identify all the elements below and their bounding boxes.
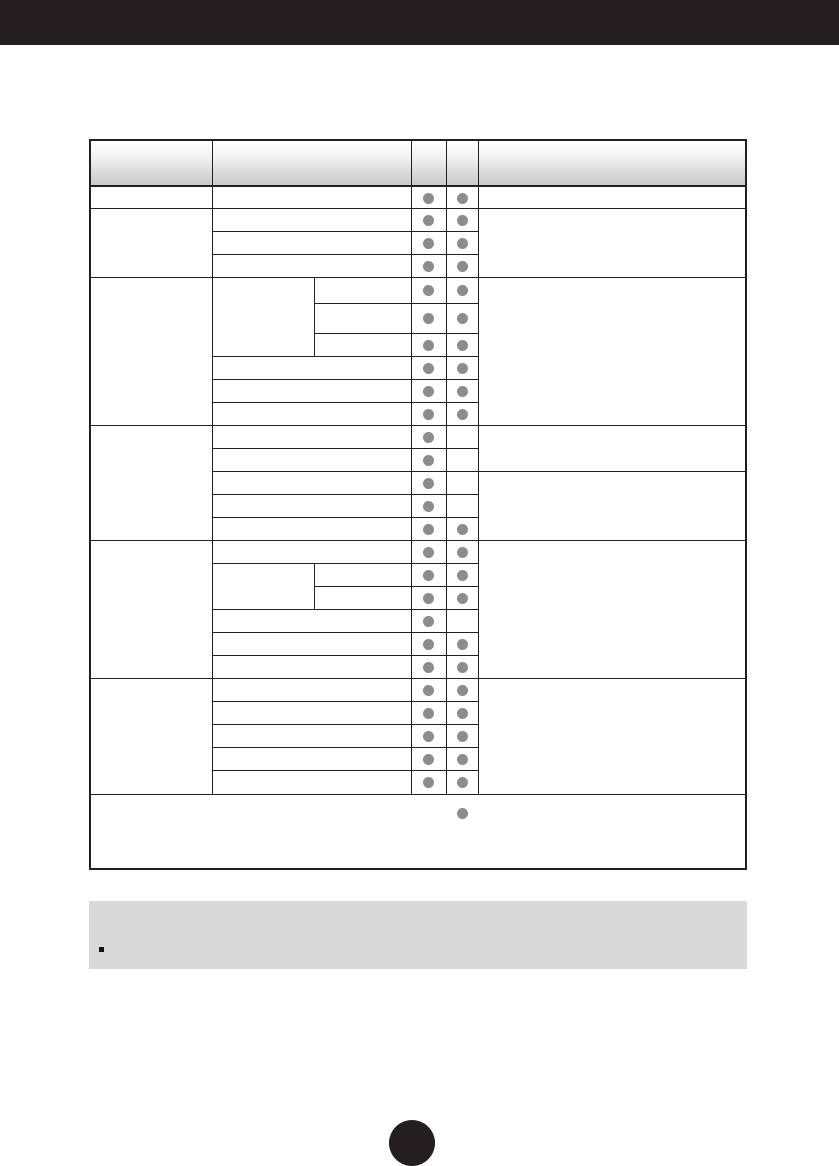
analog-dot-icon — [423, 478, 434, 489]
analog-cell — [411, 655, 446, 678]
digital-dot-icon — [457, 215, 468, 226]
analog-dot-icon — [423, 708, 434, 719]
analog-dot-icon — [423, 409, 434, 420]
digital-cell — [446, 425, 478, 448]
digital-dot-icon — [457, 570, 468, 581]
digital-cell — [446, 632, 478, 655]
analog-cell — [411, 208, 446, 231]
digital-dot-icon — [457, 193, 468, 204]
sub-item-cell — [314, 586, 411, 609]
header-cell-description — [478, 140, 746, 186]
analog-cell — [411, 609, 446, 632]
digital-cell — [446, 609, 478, 632]
analog-cell — [411, 231, 446, 254]
main-menu-cell — [90, 186, 212, 208]
sub-menu-cell — [212, 517, 411, 540]
digital-dot-icon — [457, 340, 468, 351]
analog-cell — [411, 747, 446, 770]
analog-dot-icon — [423, 547, 434, 558]
sub-menu-cell — [212, 471, 411, 494]
digital-cell — [446, 254, 478, 277]
digital-cell — [446, 701, 478, 724]
digital-cell — [446, 231, 478, 254]
sub-menu-cell — [212, 208, 411, 231]
header-cell-sub-menu — [212, 140, 411, 186]
digital-dot-icon — [457, 363, 468, 374]
sub-menu-cell — [212, 563, 314, 609]
analog-dot-icon — [423, 432, 434, 443]
analog-dot-icon — [423, 363, 434, 374]
analog-cell — [411, 586, 446, 609]
analog-dot-icon — [423, 238, 434, 249]
analog-cell — [411, 448, 446, 471]
description-cell — [478, 471, 746, 540]
sub-menu-cell — [212, 494, 411, 517]
digital-cell — [446, 655, 478, 678]
footer-cell — [90, 794, 746, 869]
main-menu-cell — [90, 277, 212, 425]
digital-cell — [446, 208, 478, 231]
footer-digital-dot-icon — [457, 808, 468, 819]
table-row — [90, 186, 746, 208]
digital-dot-icon — [457, 708, 468, 719]
digital-cell — [446, 186, 478, 208]
digital-dot-icon — [457, 261, 468, 272]
digital-cell — [446, 277, 478, 303]
digital-cell — [446, 563, 478, 586]
analog-cell — [411, 254, 446, 277]
analog-dot-icon — [423, 524, 434, 535]
digital-cell — [446, 540, 478, 563]
description-cell — [478, 186, 746, 208]
digital-cell — [446, 586, 478, 609]
analog-cell — [411, 471, 446, 494]
sub-menu-cell — [212, 379, 411, 402]
analog-dot-icon — [423, 386, 434, 397]
analog-cell — [411, 333, 446, 356]
analog-dot-icon — [423, 731, 434, 742]
sub-menu-cell — [212, 425, 411, 448]
analog-dot-icon — [423, 340, 434, 351]
table-row — [90, 425, 746, 448]
sub-menu-cell — [212, 186, 411, 208]
analog-dot-icon — [423, 616, 434, 627]
sub-item-cell — [314, 277, 411, 303]
analog-cell — [411, 402, 446, 425]
analog-cell — [411, 517, 446, 540]
digital-dot-icon — [457, 662, 468, 673]
analog-cell — [411, 563, 446, 586]
analog-cell — [411, 494, 446, 517]
digital-dot-icon — [457, 386, 468, 397]
digital-dot-icon — [457, 593, 468, 604]
digital-dot-icon — [457, 409, 468, 420]
description-cell — [478, 540, 746, 678]
analog-dot-icon — [423, 593, 434, 604]
analog-dot-icon — [423, 685, 434, 696]
table-row — [90, 540, 746, 563]
sub-menu-cell — [212, 678, 411, 701]
digital-cell — [446, 303, 478, 333]
sub-item-cell — [314, 333, 411, 356]
bullet-square-icon — [99, 947, 104, 952]
digital-dot-icon — [457, 754, 468, 765]
sub-menu-cell — [212, 655, 411, 678]
analog-cell — [411, 425, 446, 448]
digital-dot-icon — [457, 547, 468, 558]
main-menu-cell — [90, 540, 212, 678]
digital-cell — [446, 471, 478, 494]
description-cell — [478, 277, 746, 425]
description-cell — [478, 208, 746, 277]
digital-dot-icon — [457, 238, 468, 249]
sub-item-cell — [314, 563, 411, 586]
table-row — [90, 678, 746, 701]
analog-cell — [411, 678, 446, 701]
table-header-row — [90, 140, 746, 186]
analog-dot-icon — [423, 777, 434, 788]
description-cell — [478, 425, 746, 471]
table-row — [90, 208, 746, 231]
sub-menu-cell — [212, 770, 411, 794]
digital-cell — [446, 517, 478, 540]
digital-cell — [446, 770, 478, 794]
analog-dot-icon — [423, 754, 434, 765]
analog-dot-icon — [423, 261, 434, 272]
main-menu-cell — [90, 208, 212, 277]
main-menu-cell — [90, 425, 212, 540]
sub-menu-cell — [212, 724, 411, 747]
analog-dot-icon — [423, 193, 434, 204]
analog-dot-icon — [423, 215, 434, 226]
osd-menu-table — [89, 139, 747, 870]
digital-dot-icon — [457, 777, 468, 788]
table-footer-row — [90, 794, 746, 869]
analog-dot-icon — [423, 662, 434, 673]
digital-dot-icon — [457, 639, 468, 650]
digital-cell — [446, 333, 478, 356]
digital-cell — [446, 448, 478, 471]
analog-cell — [411, 724, 446, 747]
table-row — [90, 277, 746, 303]
analog-cell — [411, 701, 446, 724]
digital-cell — [446, 356, 478, 379]
digital-dot-icon — [457, 285, 468, 296]
digital-cell — [446, 402, 478, 425]
main-menu-cell — [90, 678, 212, 794]
sub-item-cell — [314, 303, 411, 333]
analog-cell — [411, 186, 446, 208]
analog-cell — [411, 379, 446, 402]
header-cell-main-menu — [90, 140, 212, 186]
analog-cell — [411, 303, 446, 333]
header-cell-analog — [411, 140, 446, 186]
top-header-bar — [0, 0, 839, 45]
analog-cell — [411, 770, 446, 794]
analog-cell — [411, 356, 446, 379]
analog-dot-icon — [423, 501, 434, 512]
sub-menu-cell — [212, 701, 411, 724]
header-cell-digital — [446, 140, 478, 186]
digital-dot-icon — [457, 685, 468, 696]
analog-cell — [411, 540, 446, 563]
analog-dot-icon — [423, 639, 434, 650]
digital-dot-icon — [457, 524, 468, 535]
analog-dot-icon — [423, 570, 434, 581]
digital-cell — [446, 747, 478, 770]
page-number-badge — [389, 1120, 435, 1166]
analog-dot-icon — [423, 313, 434, 324]
sub-menu-cell — [212, 540, 411, 563]
description-cell — [478, 678, 746, 794]
sub-menu-cell — [212, 448, 411, 471]
digital-dot-icon — [457, 731, 468, 742]
digital-cell — [446, 678, 478, 701]
sub-menu-cell — [212, 231, 411, 254]
sub-menu-cell — [212, 254, 411, 277]
sub-menu-cell — [212, 277, 314, 356]
analog-cell — [411, 632, 446, 655]
digital-dot-icon — [457, 313, 468, 324]
sub-menu-cell — [212, 609, 411, 632]
sub-menu-cell — [212, 747, 411, 770]
digital-cell — [446, 379, 478, 402]
analog-dot-icon — [423, 455, 434, 466]
analog-dot-icon — [423, 285, 434, 296]
digital-cell — [446, 724, 478, 747]
sub-menu-cell — [212, 402, 411, 425]
sub-menu-cell — [212, 356, 411, 379]
note-box — [89, 901, 747, 969]
digital-cell — [446, 494, 478, 517]
sub-menu-cell — [212, 632, 411, 655]
analog-cell — [411, 277, 446, 303]
